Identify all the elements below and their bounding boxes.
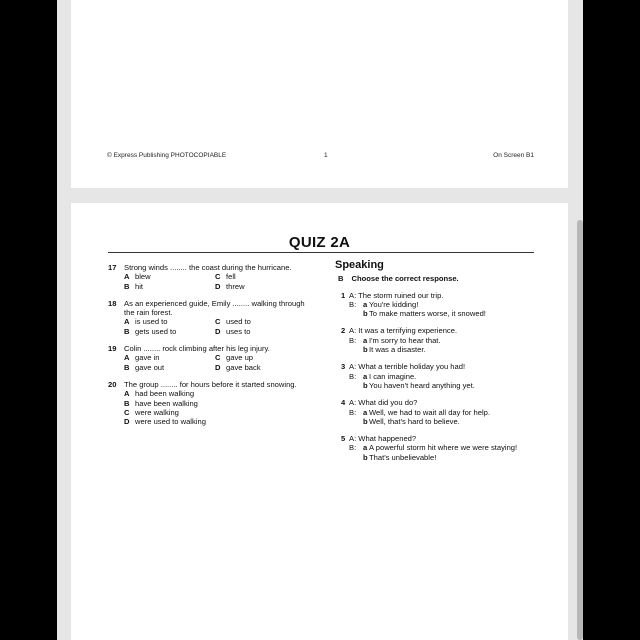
response-letter: b xyxy=(363,416,368,426)
speaker-a-line: A: The storm ruined our trip. xyxy=(349,290,444,300)
response-text: It was a disaster. xyxy=(369,345,426,355)
option-letter: A xyxy=(124,272,130,282)
response-letter: a xyxy=(363,335,368,345)
options xyxy=(124,353,308,372)
response-a[interactable] xyxy=(349,300,540,309)
item-number: 3 xyxy=(341,362,346,372)
item-number: 4 xyxy=(341,398,346,408)
response-text: I'm sorry to hear that. xyxy=(369,335,441,345)
speaker-b-label: B: xyxy=(349,299,357,309)
option-text: gave up xyxy=(226,353,254,363)
response-letter: a xyxy=(363,371,368,381)
speaking-item-1 xyxy=(335,291,540,319)
response-b[interactable] xyxy=(349,381,540,390)
option-c[interactable] xyxy=(215,353,315,362)
speaking-item-5 xyxy=(335,434,540,462)
response-text: A powerful storm hit where we were staying! xyxy=(369,443,518,453)
response-letter: a xyxy=(363,443,368,453)
title-divider xyxy=(108,252,534,253)
option-letter: A xyxy=(124,389,130,399)
questions-column xyxy=(108,263,308,434)
option-letter: D xyxy=(215,326,221,336)
response-text: I can imagine. xyxy=(369,371,417,381)
speaker-a-line: A: What did you do? xyxy=(349,398,418,408)
response-letter: a xyxy=(363,407,368,417)
options xyxy=(124,389,308,426)
option-text: gave in xyxy=(135,353,160,363)
speaker-a-line: A: What happened? xyxy=(349,434,417,444)
response-text: Well, that's hard to believe. xyxy=(369,416,460,426)
response-letter: b xyxy=(363,380,368,390)
response-a[interactable] xyxy=(349,408,540,417)
option-a[interactable] xyxy=(124,353,215,362)
question-number: 17 xyxy=(108,263,117,272)
response-b[interactable] xyxy=(349,345,540,354)
option-d[interactable] xyxy=(124,417,308,426)
option-letter: B xyxy=(124,281,130,291)
option-text: uses to xyxy=(226,326,251,336)
option-a[interactable] xyxy=(124,317,215,326)
response-text: You haven't heard anything yet. xyxy=(369,380,475,390)
question-text: Colin ........ rock climbing after his leg injury. xyxy=(124,344,270,354)
response-letter: b xyxy=(363,345,368,355)
option-text: were used to walking xyxy=(135,417,206,427)
response-text: You're kidding! xyxy=(369,299,419,309)
question-number: 19 xyxy=(108,344,117,354)
footer-page-number: 1 xyxy=(324,152,328,159)
speaker-a-line: A: It was a terrifying experience. xyxy=(349,326,458,336)
speaking-item-4 xyxy=(335,398,540,426)
option-letter: C xyxy=(215,353,221,363)
option-b[interactable] xyxy=(124,327,215,336)
speaking-column xyxy=(335,261,540,470)
page-1 xyxy=(71,0,568,188)
response-b[interactable] xyxy=(349,453,540,462)
item-number: 2 xyxy=(341,326,346,336)
speaking-instruction xyxy=(335,274,540,283)
options xyxy=(124,317,308,336)
response-a[interactable] xyxy=(349,372,540,381)
speaking-item-3 xyxy=(335,362,540,390)
option-d[interactable] xyxy=(215,363,315,372)
option-b[interactable] xyxy=(124,363,215,372)
option-c[interactable] xyxy=(124,408,308,417)
question-text: Strong winds ........ the coast during the hurricane. xyxy=(124,263,292,272)
response-text: Well, we had to wait all day for help. xyxy=(369,407,490,417)
option-letter: B xyxy=(124,362,130,372)
page-title: QUIZ 2A xyxy=(288,234,351,251)
option-text: fell xyxy=(226,272,236,282)
option-text: threw xyxy=(226,281,245,291)
option-c[interactable] xyxy=(215,317,315,326)
option-c[interactable] xyxy=(215,272,315,281)
response-letter: b xyxy=(363,309,368,319)
option-letter: C xyxy=(215,272,221,282)
response-text: That's unbelievable! xyxy=(369,452,437,462)
question-number: 18 xyxy=(108,298,117,308)
question-text: As an experienced guide, Emily ........ walking through the rain forest. xyxy=(124,298,305,318)
speaker-a-line: A: What a terrible holiday you had! xyxy=(349,362,466,372)
document-viewer[interactable] xyxy=(57,0,583,640)
option-letter: C xyxy=(215,317,221,327)
speaking-item-2 xyxy=(335,326,540,354)
option-letter: A xyxy=(124,317,130,327)
option-b[interactable] xyxy=(124,282,215,291)
option-b[interactable] xyxy=(124,399,308,408)
speaker-b-label: B: xyxy=(349,407,357,417)
option-a[interactable] xyxy=(124,272,215,281)
response-b[interactable] xyxy=(349,309,540,318)
speaker-b-label: B: xyxy=(349,335,357,345)
option-d[interactable] xyxy=(215,327,315,336)
vertical-scrollbar[interactable] xyxy=(577,220,583,640)
speaker-b-label: B: xyxy=(349,371,357,381)
item-number: 5 xyxy=(341,434,346,444)
response-a[interactable] xyxy=(349,336,540,345)
response-letter: a xyxy=(363,299,368,309)
option-text: blew xyxy=(135,272,151,282)
option-letter: B xyxy=(124,398,130,408)
option-a[interactable] xyxy=(124,389,308,398)
instruction-letter: B xyxy=(338,274,344,284)
option-letter: C xyxy=(124,407,130,417)
option-letter: D xyxy=(215,281,221,291)
footer-copyright: © Express Publishing PHOTOCOPIABLE xyxy=(107,152,227,159)
option-d[interactable] xyxy=(215,282,315,291)
option-letter: D xyxy=(124,417,130,427)
instruction-text: Choose the correct response. xyxy=(351,274,459,284)
question-17 xyxy=(108,263,308,291)
question-20 xyxy=(108,380,308,426)
option-text: used to xyxy=(226,317,251,327)
footer-book-title: On Screen B1 xyxy=(493,152,534,159)
option-text: were walking xyxy=(135,407,179,417)
option-text: gets used to xyxy=(135,326,177,336)
options xyxy=(124,272,308,291)
option-text: have been walking xyxy=(135,398,198,408)
question-19 xyxy=(108,344,308,372)
option-text: gave out xyxy=(135,362,165,372)
response-b[interactable] xyxy=(349,417,540,426)
option-letter: A xyxy=(124,353,130,363)
response-a[interactable] xyxy=(349,443,540,452)
page-2 xyxy=(71,203,568,640)
question-number: 20 xyxy=(108,379,117,389)
option-letter: D xyxy=(215,362,221,372)
question-text: The group ........ for hours before it started snowing. xyxy=(124,379,297,389)
option-letter: B xyxy=(124,326,130,336)
option-text: gave back xyxy=(226,362,261,372)
response-letter: b xyxy=(363,452,368,462)
option-text: is used to xyxy=(135,317,168,327)
option-text: had been walking xyxy=(135,389,195,399)
option-text: hit xyxy=(135,281,144,291)
speaker-b-label: B: xyxy=(349,443,357,453)
question-18 xyxy=(108,299,308,336)
speaking-heading: Speaking xyxy=(335,259,384,271)
response-text: To make matters worse, it snowed! xyxy=(369,309,486,319)
item-number: 1 xyxy=(341,290,346,300)
